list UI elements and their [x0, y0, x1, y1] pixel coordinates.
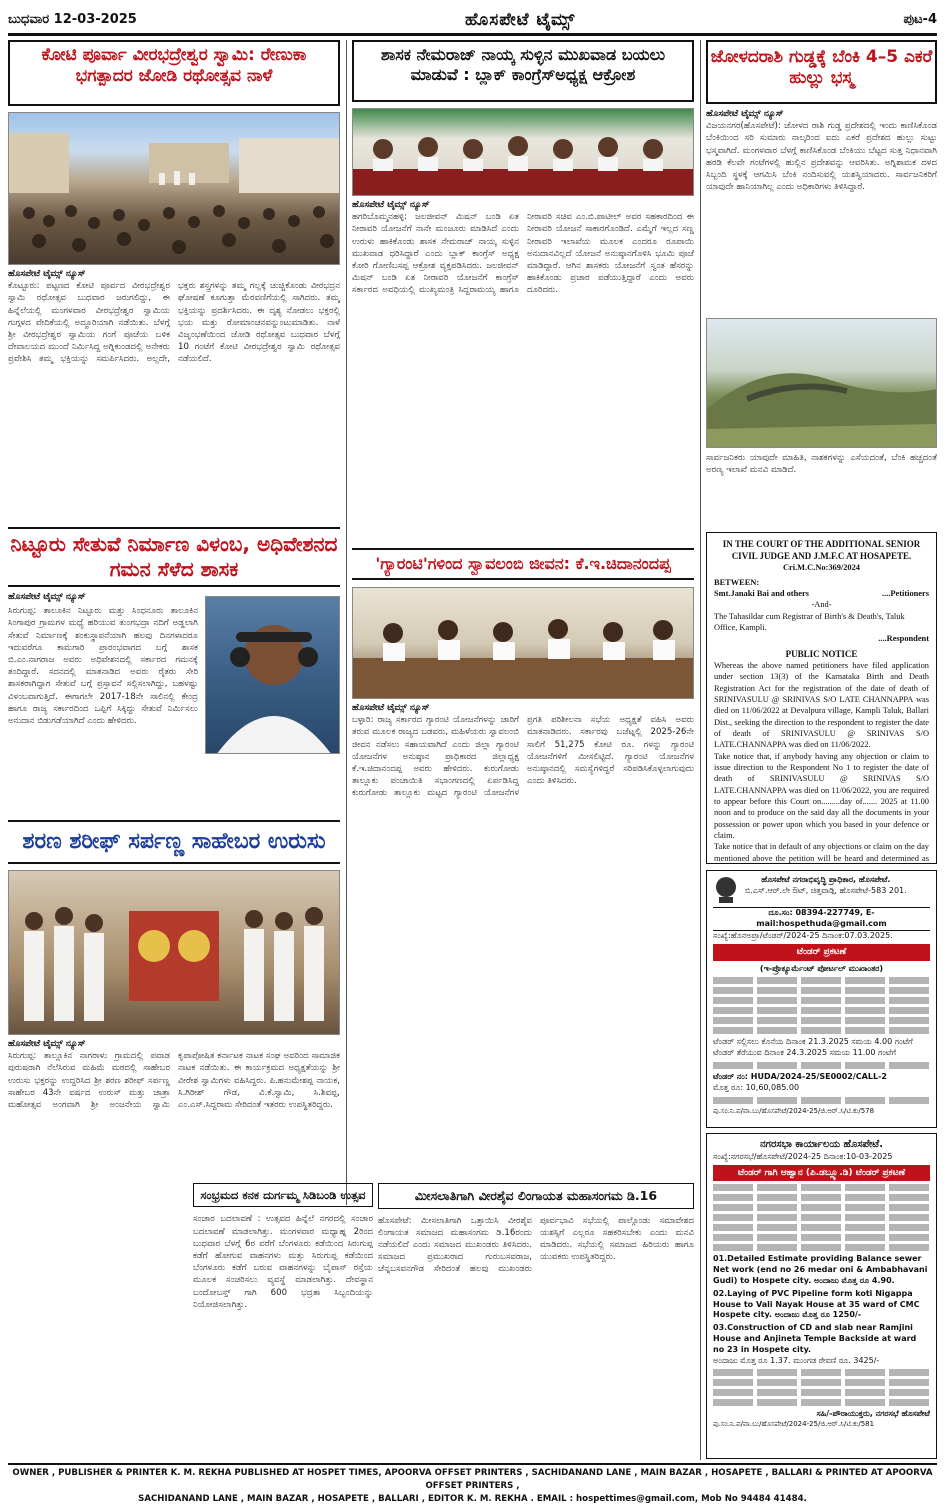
fire-article-continued: ಸಾರ್ವಜನಿಕರು ಯಾವುದೇ ಮಾಹಿತಿ, ನಾಶಕಗಳನ್ನು ಎಸೆಯದಂತೆ, ಬೆಂಕಿ ಹಚ್ಚದಂತೆ ಅರಣ್ಯ ಇಲಾಖೆ ಮನವಿ ಮಾಡಿದೆ.	[706, 453, 937, 476]
tender-org: ನಗರಸಭಾ ಕಾರ್ಯಾಲಯ ಹೊಸಪೇಟೆ.	[760, 1139, 883, 1150]
urusu-illustration	[9, 871, 340, 1035]
byline: ಹೊಸಪೇಟೆ ಟೈಮ್ಸ್ ನ್ಯೂಸ್	[8, 1039, 86, 1049]
case-number: Cri.M.C.No:369/2024	[783, 563, 860, 573]
newspaper-title: ಹೊಸಪೇಟೆ ಟೈಮ್ಸ್	[464, 9, 576, 30]
article-body: ಸಿರುಗುಪ್ಪ: ತಾಲ್ಲೂಕಿನ ನಾಗರಾಳು ಗ್ರಾಮದಲ್ಲಿ ಪವಾಡ ಪುರುಷರಾಗಿ ನೆಲೆಸಿರುವ ಮಹಿಮೆ ಮಠದಲ್ಲಿ ಸಾಹೇಬರ ಉರುಸು ಭಕ್ತರನ್ನು ಉದ್ದರಿಸಿದ ಶ್ರೀ ಶರಣ ಶರೀಫ್ ಸರ್ಪಣ್ಣ ಸಾಹೇಬರ 43ನೇ ವರ್ಷದ ಉರುಸ್ ಮತ್ತು ಜಾತ್ರಾ ಮಹೋತ್ಸವ ಅಂಗವಾಗಿ ಶ್ರೀ ಅಂಜನೇಯ ಸ್ವಾಮಿ ಕೃಪಾಪೋಷಿತ ಕರ್ನಾಟಕ ನಾಟಕ ಸಂಘ ಅವರಿಂದ ಸಾಮಾಜಿಕ ನಾಟಕ ನಡೆಯಿತು. ಈ ಕಾರ್ಯಕ್ರಮದ ಅಧ್ಯಕ್ಷತೆಯನ್ನು ಶ್ರೀ ವೀರೇಶ ಸ್ವಾಮಿಗಳು ವಹಿಸಿದ್ದರು. ಪಿ.ಹನುಮೇಶಪ್ಪ ನಾಯಕ, ಸಿ.ಗಿರೀಶ್ ಗೌಡ, ವಿ.ಕೆ.ಸ್ವಾಮಿ, ಸಿ.ಶಿವಪ್ಪ, ಎಂ.ಎಸ್.ಸಿದ್ದರಾಮ ಸೇರಿದಂತೆ ಇತರರು ಉಪಸ್ಥಿತರಿದ್ದರು.	[8, 1051, 340, 1110]
headline: ಕೋಟಿ ಪೂರ್ವಾ ವೀರಭದ್ರೇಶ್ವರ ಸ್ವಾಮಿ: ರೇಣುಕಾ ಭಗತ್ಪಾದರ ಜೋಡಿ ರಥೋತ್ಸವ ನಾಳೆ	[8, 40, 340, 106]
tender-amount: ಮೊತ್ತ ರೂ: 10,60,085.00	[713, 1082, 800, 1092]
article-body: ಸಿರುಗುಪ್ಪ: ತಾಲೂಕಿನ ನಿಟ್ಟೂರು ಮತ್ತು ಸಿಂಧನೂರು ತಾಲೂಕಿನ ಸಿಂಗಾಪುರ ಗ್ರಾಮಗಳ ಮಧ್ಯೆ ಹರಿಯುವ ತುಂಗಭದ್ರಾ ನದಿಗೆ ಅಡ್ಡಲಾಗಿ ಸೇತುವೆ ನಿರ್ಮಾಣಕ್ಕೆ ಶಂಕುಸ್ಥಾಪನೆಯಾಗಿ ಹಲವು ದಿನಗಳಾದರೂ ಇದುವರೆಗೂ ಕಾಮಗಾರಿ ಪ್ರಾರಂಭವಾಗದ ಬಗ್ಗೆ ಶಾಸಕ ಬಿ.ಎಂ.ನಾಗರಾಜ ಅವರು ಅಧಿವೇಶನದಲ್ಲಿ ಸರ್ಕಾರದ ಗಮನಕ್ಕೆ ತಂದಿದ್ದಾರೆ. ಸದನದಲ್ಲಿ ಮಾತನಾಡಿದ ಅವರು ರೈತರು ಸೇರಿ ಶಾಸಕರಾಗಿದ್ದಾಗ ಸೇತುವೆ ಬಗ್ಗೆ ಪ್ರಸ್ತಾವನೆ ಸಲ್ಲಿಸಲಾಗಿದ್ದು, ಬಹಳಷ್ಟು ವಿಳಂಬವಾಗುತ್ತಿದೆ. ಈಗಾಗಲೇ 2017-18ನೇ ಸಾಲಿನಲ್ಲಿ ಕೇಂದ್ರ ಹಾಗೂ ರಾಜ್ಯ ಸರ್ಕಾರದಿಂದ ಒಪ್ಪಿಗೆ ಸಿಕ್ಕಿದ್ದು ಸೇತುವೆ ನಿರ್ಮಿಸಲು ಅನುದಾನ ಬಿಡುಗಡೆಯಾಗಿದೆ ಎಂದು ಹೇಳಿದರು.	[8, 606, 198, 726]
column-divider	[346, 40, 347, 1205]
tender-opening-date: ಟೆಂಡರ್ ತೆರೆಯುವ ದಿನಾಂಕ 24.3.2025 ಸಮಯ 11.00 ಗಂಟೆಗೆ	[713, 1048, 897, 1058]
tender-number: ಟೆಂಡರ್ ನಂ: HUDA/2024-25/SE0002/CALL-2	[713, 1071, 887, 1081]
tender-title: ಟೆಂಡರ್ ಪ್ರಕಟಣೆ	[713, 944, 930, 960]
notice-body-1: Whereas the above named petitioners have filed application under section 13(3) of the Karnataka Birth and Death Registration Act for the registration of the date of death of SRINIVASULU @ SRINIVAS S/O LATE CHANNAPPA was died on 11/06/2022 at Devalpura village, Kampli Taluk, Ballari Dist., seeking the direction to the respondent to register the date of death of SRINIVASULU @ SRINIVAS S/O LATE.CHANNAPPA was died on 11/06/2022.	[714, 660, 929, 750]
imprint-footer	[8, 1463, 937, 1504]
imprint-line-2: SACHIDANAND LANE , MAIN BAZAR , HOSAPETE , BALLARI , EDITOR K. M. REKHA . EMAIL : hospettimes@gmail.com, Mob No 94484 41484.	[138, 1493, 807, 1504]
article-body: ಬಳ್ಳಾರಿ: ರಾಜ್ಯ ಸರ್ಕಾರದ ಗ್ಯಾರಂಟಿ ಯೋಜನೆಗಳನ್ನು ಜಾರಿಗೆ ತರುವ ಮೂಲಕ ರಾಜ್ಯದ ಬಡವರು, ಮಹಿಳೆಯರು ಸ್ವಾವಲಂಬಿ ಜೀವನ ನಡೆಸಲು ಸಹಾಯವಾಗಿದೆ ಎಂದು ಜಿಲ್ಲಾ ಗ್ಯಾರಂಟಿ ಯೋಜನೆಗಳ ಅನುಷ್ಠಾನ ಪ್ರಾಧಿಕಾರದ ಜಿಲ್ಲಾಧ್ಯಕ್ಷ ಕೆ.ಇ.ಚಿದಾನಂದಪ್ಪ ಅವರು ಹೇಳಿದರು. ಕುರುಗೋಡು ತಾಲ್ಲೂಕು ಪಂಚಾಯಿತಿ ಸಭಾಂಗಣದಲ್ಲಿ ಏರ್ಪಡಿಸಿದ್ದ ಕುರುಗೋಡು ತಾಲ್ಲೂಕು ಮಟ್ಟದ ಗ್ಯಾರಂಟಿ ಯೋಜನೆಗಳ ಪ್ರಗತಿ ಪರಿಶೀಲನಾ ಸಭೆಯ ಅಧ್ಯಕ್ಷತೆ ವಹಿಸಿ ಅವರು ಮಾತನಾಡಿದರು. ಸರ್ಕಾರವು ಬಜೆಟ್ನಲ್ಲಿ 2025-26ನೇ ಸಾಲಿಗೆ 51,275 ಕೋಟಿ ರೂ. ಗಳನ್ನು ಗ್ಯಾರಂಟಿ ಯೋಜನೆಗಳಿಗೆ ಮೀಸಲಿಟ್ಟಿದೆ. ಗ್ಯಾರಂಟಿ ಯೋಜನೆಗಳ ಅನುಷ್ಠಾನದಲ್ಲಿ ಸಮಸ್ಯೆಗಳಿದ್ದರೆ ಸರಿಪಡಿಸಿಕೊಳ್ಳಲಾಗುವುದು ಎಂದು ತಿಳಿಸಿದರು.	[352, 715, 694, 799]
page-number: ಪುಟ-4	[903, 12, 937, 27]
story-sharana-urusu	[8, 820, 340, 864]
byline: ಹೊಸಪೇಟೆ ಟೈಮ್ಸ್ ನ್ಯೂಸ್	[8, 269, 86, 279]
notice-body-2: Take notice that, if anybody having any objection or claim to issue direction to the Respondent No 1 to register the date of death of SRINIVASULU @ SRINIVAS S/O LATE.CHANNAPPA was died on 11/06/2022, you are required to appear before this Court on.........day of....... 2025 at 11.00 noon and to produce on the said day all the documents in your possession or power upon which you based in your defence or claim.	[714, 751, 929, 840]
respondent-role: ....Respondent	[878, 634, 929, 644]
story-koti-rathotsava	[8, 40, 340, 106]
work-item-1: 01.Detailed Estimate providing Balance sewer Net work (end no 26 medar oni & Ambabhavani Gudi) to Hospete city. ಅಂದಾಜು ಮೊತ್ತ ರೂ 4.90.	[713, 1254, 928, 1286]
mla-portrait	[206, 597, 340, 754]
hill-illustration	[707, 319, 937, 448]
story-guarantee-body	[352, 702, 694, 1179]
story-kanaka-durgamma	[193, 1183, 373, 1453]
and-label: -And-	[811, 600, 832, 610]
story-nemraj-body	[352, 199, 694, 551]
article-body: ಹೊಸಪೇಟೆ: ಮೀಸಲಾತಿಗಾಗಿ ಒತ್ತಾಯಿಸಿ ವೀರಶೈವ ಲಿಂಗಾಯತ ಸಮಾಜದ ಮಹಾಸಂಗಮ ಡಿ.16ರಂದು ನಡೆಯಲಿದೆ ಎಂದು ಸಮಾಜದ ಮುಖಂಡರು ತಿಳಿಸಿದರು. ಸಮಾಜದ ಪ್ರಮುಖರಾದ ಗುರುಬಸವರಾಜ, ಚೆನ್ನಬಸವನಗೌಡ ಸೇರಿದಂತೆ ಹಲವು ಮುಖಂಡರು ಪೂರ್ವಭಾವಿ ಸಭೆಯಲ್ಲಿ ಪಾಲ್ಗೊಂಡು ಸಮಾವೇಶದ ಯಶಸ್ಸಿಗೆ ಎಲ್ಲರೂ ಸಹಕರಿಸಬೇಕು ಎಂದು ಮನವಿ ಮಾಡಿದರು. ಸಭೆಯಲ್ಲಿ ಸಮಾಜದ ಹಿರಿಯರು ಹಾಗೂ ಯುವಕರು ಉಪಸ್ಥಿತರಿದ್ದರು.	[378, 1215, 694, 1275]
government-emblem-icon	[713, 875, 739, 905]
story-guarantee	[352, 548, 694, 580]
issue-date: ಬುಧವಾರ 12-03-2025	[8, 12, 137, 27]
court-title: IN THE COURT OF THE ADDITIONAL SENIOR CIVIL JUDGE AND J.M.F.C AT HOSAPETE.	[722, 539, 921, 562]
article-body: ಕೊಟ್ಟೂರು: ಪಟ್ಟಣದ ಕೋಟಿ ಪೂರ್ವದ ವೀರಭದ್ರೇಶ್ವರ ಸ್ವಾಮಿ ರಥೋತ್ಸವ ಬುಧವಾರ ಜರುಗಲಿದ್ದು, ಈ ಹಿನ್ನೆಲೆಯಲ್ಲಿ ಮಂಗಳವಾರ ವೀರಭದ್ರೇಶ್ವರ ಸ್ವಾಮಿಯ ಗುಗ್ಗಳದ ವೇದಿಕೆಯಲ್ಲಿ ಅದ್ಧೂರಿಯಾಗಿ ನಡೆಯಿತು. ಬೆಳಗ್ಗೆ ಶ್ರೀ ವೀರಭದ್ರೇಶ್ವರ ಸ್ವಾಮಿಯ ಗಂಗೆ ಪೂಜೆಯ ಬಳಿಕ ದೇವಾಲಯದ ಮುಂದೆ ನಿರ್ಮಿಸಿದ್ದ ಅಗ್ನಿಕುಂಡದಲ್ಲಿ ಅನೇಕರು ಪ್ರವೇಶಿಸಿ ತಮ್ಮ ಭಕ್ತಿಯನ್ನು ಸಮರ್ಪಿಸಿದರು. ಅಲ್ಲದೇ, ಭಕ್ತರು ಶಸ್ತ್ರಗಳನ್ನು ತಮ್ಮ ಗಲ್ಲಕ್ಕೆ ಚುಚ್ಚಿಕೊಂಡು ವೀರಭದ್ರನ ಘೋಷಣೆ ಕೂಗುತ್ತಾ ಮೆರವಣಿಗೆಯಲ್ಲಿ ಸಾಗಿದರು. ತಮ್ಮ ಭಕ್ತಿಯನ್ನು ಪ್ರದರ್ಶಿಸಿದರು. ಈ ದೃಶ್ಯ ನೋಡಲು ಭಕ್ತರಲ್ಲಿ ಭಯ ಮತ್ತು ರೋಮಾಂಚನವನ್ನುಂಟುಮಾಡಿತು. ನಾಳೆ ವಿಜೃಂಭಣೆಯಿಂದ ಜೋಡಿ ರಥೋತ್ಸವ ಬುಧವಾರ ಬೆಳಗ್ಗೆ 10 ಗಂಟೆಗೆ ಕೋಟಿ ವೀರಭದ್ರೇಶ್ವರ ಸ್ವಾಮಿ ರಥೋತ್ಸವ ನಡೆಯಲಿದೆ.	[8, 281, 340, 365]
meeting-illustration	[353, 588, 694, 699]
masthead-bar	[8, 6, 937, 36]
tender-address: ಬಿ.ಎಸ್.ಆರ್.ಲೇ ಔಟ್, ಚಿತ್ತವಾಡ್ಗಿ, ಹೊಸಪೇಟೆ-583 201.	[745, 885, 907, 895]
headline: ಶರಣ ಶರೀಫ್ ಸರ್ಪಣ್ಣ ಸಾಹೇಬರ ಉರುಸು	[8, 820, 340, 864]
tender-org: ಹೊಸಪೇಟೆ ನಗರಾಭಿವೃದ್ಧಿ ಪ್ರಾಧಿಕಾರ, ಹೊಸಪೇಟೆ.	[761, 875, 891, 884]
between-label: BETWEEN:	[714, 577, 760, 587]
tender-signer: ಸಹಿ/-ಪೌರಾಯುಕ್ತರು, ನಗರಸಭೆ ಹೊಸಪೇಟೆ	[816, 1409, 930, 1419]
byline: ಹೊಸಪೇಟೆ ಟೈಮ್ಸ್ ನ್ಯೂಸ್	[8, 592, 86, 602]
headline: ನಿಟ್ಟೂರು ಸೇತುವೆ ನಿರ್ಮಾಣ ವಿಳಂಬ, ಅಧಿವೇಶನದ ಗಮನ ಸೆಳೆದ ಶಾಸಕ	[8, 527, 340, 587]
crowd-illustration	[9, 113, 340, 265]
tender-footer: ಪು.ಸಂ.ನಿ.ಪ/ವಾ.ಬು/ಹೊಸಪೇಟೆ/2024-25/ಜಿ.ಆರ್.ಸಿ/ಟಿ.ಕು/578	[713, 1106, 875, 1115]
respondent-name: The Tahasildar cum Registrar of Birth's & Death's, Taluk Office, Kampli.	[714, 611, 905, 632]
notice-body-3: Take notice that in default of any objections or claim on the day mentioned above the petition will be heard and determined as	[714, 842, 929, 863]
headline: ಶಾಸಕ ನೇಮರಾಜ್ ನಾಯ್ಕ ಸುಳ್ಳಿನ ಮುಖವಾಡ ಬಯಲು ಮಾಡುವೆ : ಬ್ಲಾಕ್ ಕಾಂಗ್ರೆಸ್ಅಧ್ಯಕ್ಷ ಆಕ್ರೋಶ	[352, 40, 694, 102]
mla-photo	[205, 596, 340, 754]
headline: 'ಗ್ಯಾರಂಟಿ'ಗಳಿಂದ ಸ್ವಾವಲಂಬಿ ಜೀವನ: ಕೆ.ಇ.ಚಿದಾನಂದಪ್ಪ	[352, 548, 694, 580]
petitioner-role: ....Petitioners	[882, 588, 929, 598]
urusu-photo	[8, 870, 340, 1035]
story-koti-body	[8, 268, 340, 530]
press-meet-illustration	[353, 109, 694, 196]
story-jolada-rashi-fire	[706, 40, 937, 320]
press-meet-photo	[352, 108, 694, 196]
byline: ಹೊಸಪೇಟೆ ಟೈಮ್ಸ್ ನ್ಯೂಸ್	[352, 200, 430, 210]
byline: ಹೊಸಪೇಟೆ ಟೈಮ್ಸ್ ನ್ಯೂಸ್	[706, 109, 784, 119]
tender-ref: ಸಂಖ್ಯೆ:ನಗರಸಭೆ/ಹೊಸಪೇಟೆ/2024-25 ದಿನಾಂಕ:10-03-2025	[713, 1151, 893, 1161]
article-body: ಹಗರಿಬೊಮ್ಮನಹಳ್ಳಿ: ಜಲಜೀವನ್ ಮಿಷನ್ ಬಂಡಿ ಏತ ನೀರಾವರಿ ಯೋಜನೆಗೆ ನಾನೇ ಮಂಜೂರು ಮಾಡಿಸಿದೆ ಎಂದು ಉರುಳು ಹಾಕಿಕೊಂಡು ಶಾಸಕ ನೇಮರಾಜ್ ನಾಯ್ಕ ಸುಳ್ಳಿನ ಮುಖವಾಡ ಧರಿಸಿದ್ದಾರೆ ಎಂದು ಬ್ಲಾಕ್ ಕಾಂಗ್ರೆಸ್ ಅಧ್ಯಕ್ಷ ಕೋರಿ ಗೋಣಿಬಸಪ್ಪ ಆಕ್ರೋಶ ವ್ಯಕ್ತಪಡಿಸಿದರು. ಜಲಜೀವನ್ ಮಿಷನ್ ಬಂಡಿ ಏತ ನೀರಾವರಿ ಯೋಜನೆಗೆ ಕಾಂಗ್ರೆಸ್ ಸರ್ಕಾರದ ಅವಧಿಯಲ್ಲಿ ಮುಖ್ಯಮಂತ್ರಿ ಸಿದ್ದರಾಮಯ್ಯ ಹಾಗೂ ನೀರಾವರಿ ಸಚಿವ ಎಂ.ಬಿ.ಪಾಟೀಲ್ ಅವರ ಸಹಕಾರದಿಂದ ಈ ನೀರಾವರಿ ಯೋಜನೆ ಸಾಕಾರಗೊಂಡಿದೆ. ಎಮ್ಮೆಗೆ ಇಲ್ಲದ ಸಣ್ಣ ನೀರಾವರಿ ಇಲಾಖೆಯ ಮೂಲಕ ಎಂದರೂ ರೂಪಾಯಿ ಅನುದಾನವಿಲ್ಲದೆ ಯೋಜನೆ ಅನುಷ್ಠಾನಗೊಳಿಸಿ ಭೂಮಿ ಪೂಜೆ ಮಾಡಿದ್ದಾರೆ. ಆಗಿನ ಶಾಸಕರು ಯೋಜನೆಗೆ ಸ್ವಂತ ಹೆಸರನ್ನು ಹಾಕಿಕೊಂಡು ಪ್ರಚಾರ ಪಡೆಯುತ್ತಿದ್ದಾರೆ ಎಂದು ಅವರು ದೂರಿದರು.	[352, 212, 694, 296]
tender-last-date: ಟೆಂಡರ್ ಸಲ್ಲಿಸಲು ಕೊನೆಯ ದಿನಾಂಕ 21.3.2025 ಸಮಯ 4.00 ಗಂಟೆಗೆ	[713, 1037, 913, 1047]
headline: ಜೋಳದರಾಶಿ ಗುಡ್ಡಕ್ಕೆ ಬೆಂಕಿ 4–5 ಎಕರೆ ಹುಲ್ಲು ಭಸ್ಮ	[706, 40, 937, 104]
byline: ಹೊಸಪೇಟೆ ಟೈಮ್ಸ್ ನ್ಯೂಸ್	[352, 703, 430, 713]
tender-footer: ಪು.ಸಂ.ನಿ.ಪ/ವಾ.ಬು/ಹೊಸಪೇಟೆ/2024-25/ಜಿ.ಆರ್.ಸಿ/ಟಿ.ಕು/581	[713, 1420, 875, 1429]
headline: ಮೀಸಲಾತಿಗಾಗಿ ವೀರಶೈವ ಲಿಂಗಾಯತ ಮಹಾಸಂಗಮ ಡಿ.16	[378, 1183, 694, 1209]
tender-subtitle: (ಇ-ಪ್ರೊಕ್ಯೂರ್ಮೆಂಟ್ ಪೋರ್ಟಲ್ ಮುಖಾಂತರ)	[759, 963, 884, 973]
cmc-tender-notice	[706, 1133, 937, 1459]
column-divider	[700, 40, 701, 1460]
work-item-3: 03.Construction of CD and slab near Ramjini House and Anjineta Temple Backside at ward no 23 in Hospete city.	[713, 1323, 917, 1354]
procession-photo	[8, 112, 340, 265]
tender-title: ಟೆಂಡರ್ ಗಾಗಿ ಆಹ್ವಾನ (ಪಿ.ಡಬ್ಲ್ಯೂ.ಡಿ) ಟೆಂಡರ್ ಪ್ರಕಟಣೆ	[713, 1165, 930, 1181]
court-public-notice	[706, 532, 937, 864]
huda-tender-notice	[706, 870, 937, 1128]
work-item-2: 02.Laying of PVC Pipeline form koti Nigappa House to Vali Nayak House at 35 ward of CMC Hospete city. ಅಂದಾಜು ಮೊತ್ತ ರೂ 1250/-	[713, 1288, 920, 1320]
story-veerashaiva-sangama	[378, 1183, 694, 1455]
public-notice-heading: PUBLIC NOTICE	[785, 648, 858, 659]
tender-amount: ಅಂದಾಜು ಮೊತ್ತ ರೂ 1.37. ಮುಂಗಡ ಠೇವಣಿ ರೂ. 3425/-	[713, 1355, 880, 1365]
article-body: ವಿಜಯನಗರ(ಹೊಸಪೇಟೆ): ಜೋಳದ ರಾಶಿ ಗುಡ್ಡ ಪ್ರದೇಶದಲ್ಲಿ ಇಂದು ಕಾಣಿಸಿಕೊಂಡ ಬೆಂಕಿಯಿಂದ ಸರಿ ಸುಮಾರು ನಾಲ್ಕರಿಂದ ಐದು ಎಕರೆ ಪ್ರದೇಶದ ಹುಲ್ಲು ಸುಟ್ಟು ಭಸ್ಮವಾಗಿದೆ. ಮಂಗಳವಾರ ಬೆಳಗ್ಗೆ ಕಾಣಿಸಿಕೊಂಡ ಬೆಂಕಿಯು ಬೆಟ್ಟದ ಸುತ್ತ ನಿಧಾನವಾಗಿ ಹರಡಿ ಕೆಲವೇ ಗಂಟೆಗಳಲ್ಲಿ ಹುಲ್ಲಿನ ಪ್ರದೇಶವನ್ನು ಆವರಿಸಿತು. ಅಗ್ನಿಶಾಮಕ ದಳದ ಸಿಬ್ಬಂದಿ ಸ್ಥಳಕ್ಕೆ ಆಗಮಿಸಿ ಬೆಂಕಿ ನಂದಿಸುವಲ್ಲಿ ಯಶಸ್ವಿಯಾದರು. ಸಾರ್ವಜನಿಕರಿಗೆ ಯಾವುದೇ ಹಾನಿಯಾಗಿಲ್ಲ ಎಂದು ಅಧಿಕಾರಿಗಳು ತಿಳಿಸಿದ್ದಾರೆ.	[706, 121, 937, 193]
headline: ಸಂಭ್ರಮದ ಕನಕ ದುರ್ಗಮ್ಮ ಸಿಡಿಬಂಡಿ ಉತ್ಸವ	[193, 1183, 373, 1207]
tender-phone: ದೂ.ಸಂ: 08394-227749, E-mail:hospethuda@gmail.com	[713, 907, 930, 931]
petitioner-line	[714, 588, 929, 599]
article-body: ಸಂಚಾರ ಬದಲಾವಣೆ : ಉತ್ಸವದ ಹಿನ್ನೆಲೆ ನಗರದಲ್ಲಿ ಸಂಚಾರ ಬದಲಾವಣೆ ಮಾಡಲಾಗಿತ್ತು. ಮಂಗಳವಾರ ಮಧ್ಯಾಹ್ನ 2ರಿಂದ ಬುಧವಾರ ಬೆಳಗ್ಗೆ 6ರ ವರೆಗೆ ಬೆಂಗಳೂರು ಕಡೆಯಿಂದ ಸಿರುಗುಪ್ಪ ಕಡೆಗೆ ಹೋಗುವ ವಾಹನಗಳು ಮತ್ತು ಸಿರುಗುಪ್ಪ ಕಡೆಯಿಂದ ಬೆಂಗಳೂರು ಕಡೆಗೆ ಬರುವ ವಾಹನಗಳನ್ನು ಬೈಪಾಸ್ ರಸ್ತೆಯ ಮೂಲಕ ಸಂಚರಿಸಲು ವ್ಯವಸ್ಥೆ ಮಾಡಲಾಗಿತ್ತು. ದೇವಸ್ಥಾನ ಬಂದೋಬಸ್ತ್ ಗಾಗಿ 600 ಭದ್ರತಾ ಸಿಬ್ಬಂದಿಯನ್ನು ನಿಯೋಜಿಸಲಾಗಿತ್ತು.	[193, 1214, 373, 1310]
tender-header	[713, 875, 930, 905]
hill-fire-photo	[706, 318, 937, 448]
tender-ref: ಸಂಖ್ಯೆ:ಹೊನಅಪ್ರಾ/ಟೆಂಡರ್/2024-25 ದಿನಾಂಕ:07.03.2025.	[713, 930, 893, 940]
imprint-line-1: OWNER , PUBLISHER & PRINTER K. M. REKHA PUBLISHED AT HOSPET TIMES, APOORVA OFFSET PRINTERS , SACHIDANAND LANE , MAIN BAZAR , HOSAPETE , BALLARI & PRINTED AT APOORVA OFFSET PRINTERS ,	[12, 1468, 933, 1491]
guarantee-meeting-photo	[352, 587, 694, 699]
story-nemraj-naik	[352, 40, 694, 102]
petitioner-name: Smt.Janaki Bai and others	[714, 588, 809, 598]
